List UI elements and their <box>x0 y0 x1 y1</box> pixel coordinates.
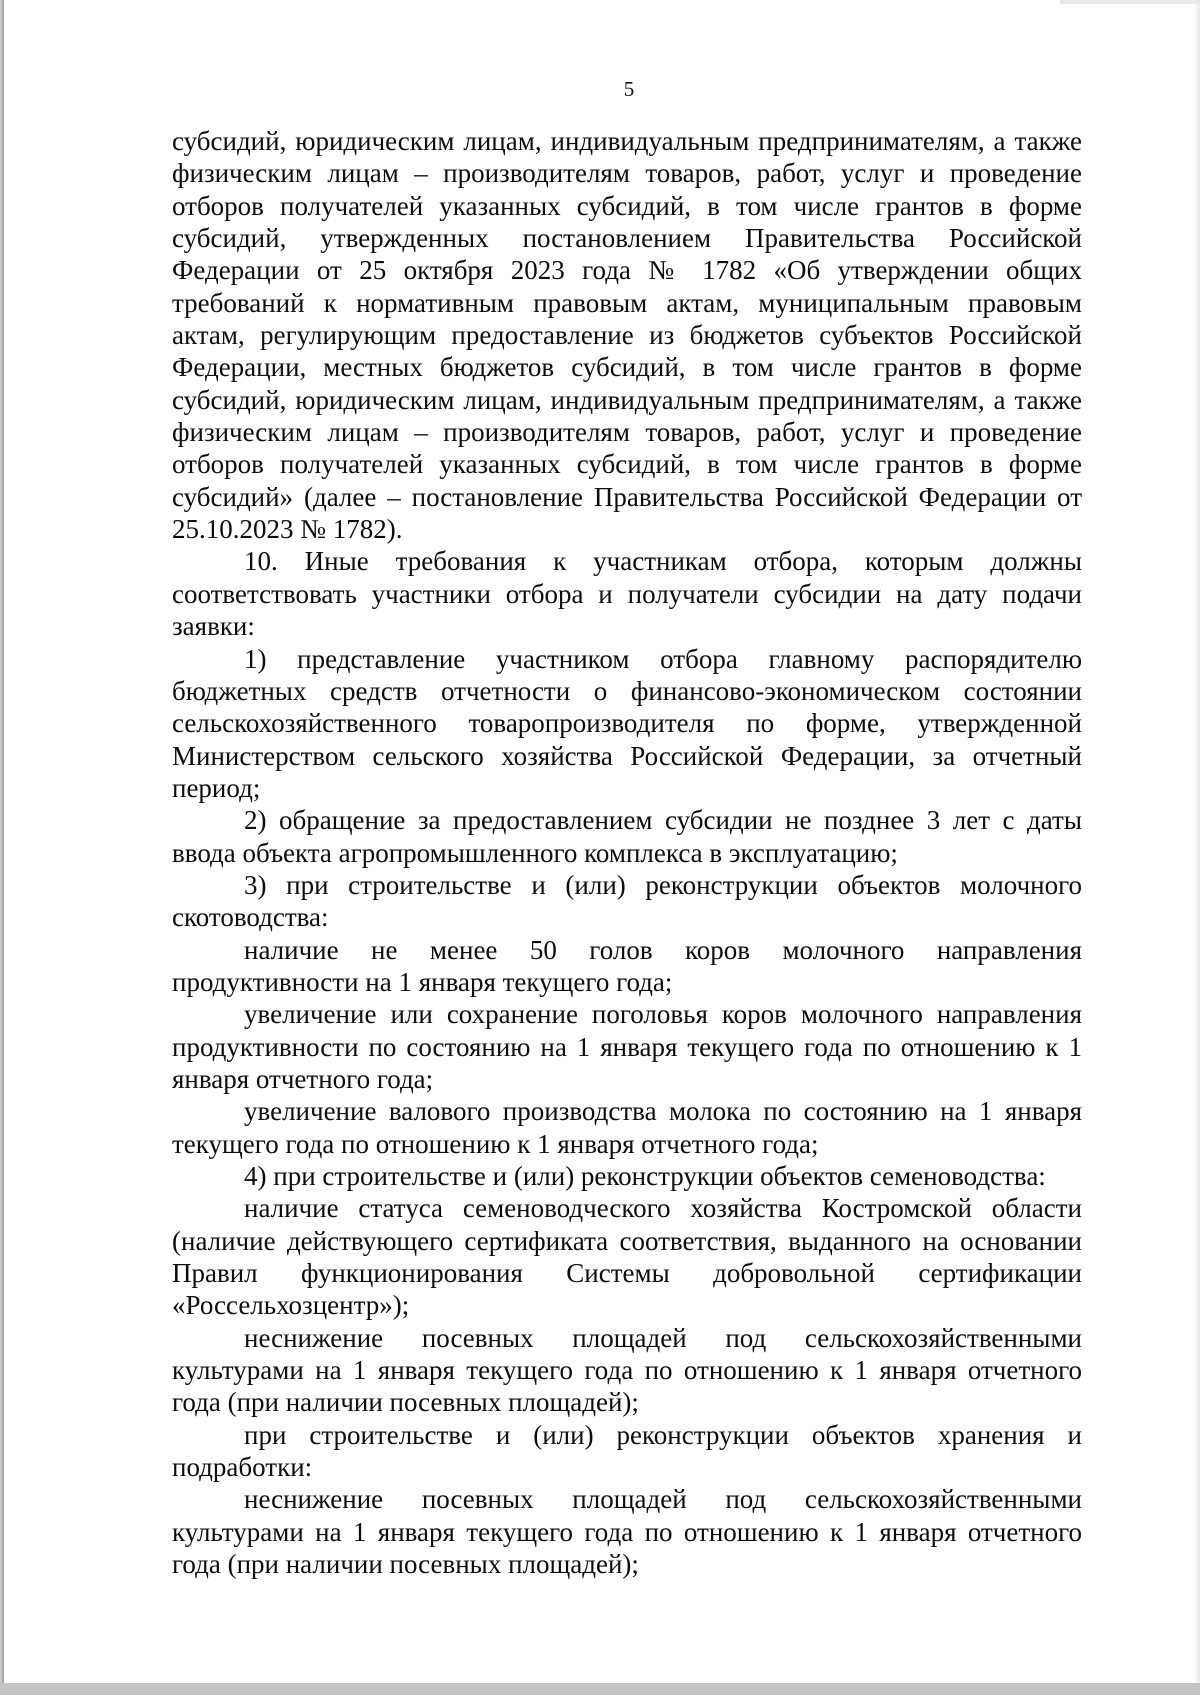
page-number: 5 <box>623 77 635 101</box>
document-page <box>2 0 1200 1683</box>
paragraph: неснижение посевных площадей под сельскохозяйственными культурами на 1 января текущего года по отношению к 1 января отчетного года (при наличии посевных площадей); <box>172 1322 1082 1418</box>
paragraph: 2) обращение за предоставлением субсидии не позднее 3 лет с даты ввода объекта агропромышленного комплекса в эксплуатацию; <box>172 805 1082 868</box>
paragraph: 1) представление участником отбора главному распорядителю бюджетных средств отчетности о финансово-экономическом состоянии сельскохозяйственного товаропроизводителя по форме, утвержденной Министерством сельского хозяйства Российской Федерации, за отчетный период; <box>172 643 1082 803</box>
paragraph: наличие не менее 50 голов коров молочного направления продуктивности на 1 января текущего года; <box>172 934 1082 997</box>
page-top-strip <box>1060 0 1200 4</box>
paragraph: наличие статуса семеноводческого хозяйства Костромской области (наличие действующего сертификата соответствия, выданного на основании Правил функционирования Системы добровольной сертификации «Россельхозцентр»); <box>172 1193 1082 1321</box>
paragraph: 10. Иные требования к участникам отбора, которым должны соответствовать участники отбора и получатели субсидии на дату подачи заявки: <box>172 546 1082 642</box>
page-edge-shadow <box>1194 0 1200 1683</box>
paragraph: неснижение посевных площадей под сельскохозяйственными культурами на 1 января текущего года по отношению к 1 января отчетного года (при наличии посевных площадей); <box>172 1484 1082 1580</box>
document-body <box>172 125 1082 1580</box>
viewer-background-strip <box>0 1683 1200 1695</box>
paragraph: субсидий, юридическим лицам, индивидуальным предпринимателям, а также физическим лицам – производителям товаров, работ, услуг и проведение отборов получателей указанных субсидий, в том числе грантов в форме субсидий, утвержденных постановлением Правительства Российской Федерации от 25 октября 2023 года № 1782 «Об утверждении общих требований к нормативным правовым актам, муниципальным правовым актам, регулирующим предоставление из бюджетов субъектов Российской Федерации, местных бюджетов субсидий, в том числе грантов в форме субсидий, юридическим лицам, индивидуальным предпринимателям, а также физическим лицам – производителям товаров, работ, услуг и проведение отборов получателей указанных субсидий, в том числе грантов в форме субсидий» (далее – постановление Правительства Российской Федерации от 25.10.2023 № 1782). <box>172 126 1082 545</box>
paragraph: 4) при строительстве и (или) реконструкции объектов семеноводства: <box>244 1161 1046 1191</box>
paragraph: увеличение валового производства молока по состоянию на 1 января текущего года по отношению к 1 января отчетного года; <box>172 1096 1082 1159</box>
paragraph: при строительстве и (или) реконструкции объектов хранения и подработки: <box>172 1419 1082 1483</box>
paragraph: увеличение или сохранение поголовья коров молочного направления продуктивности по состоянию на 1 января текущего года по отношению к 1 января отчетного года; <box>172 999 1082 1094</box>
paragraph: 3) при строительстве и (или) реконструкции объектов молочного скотоводства: <box>172 869 1082 933</box>
